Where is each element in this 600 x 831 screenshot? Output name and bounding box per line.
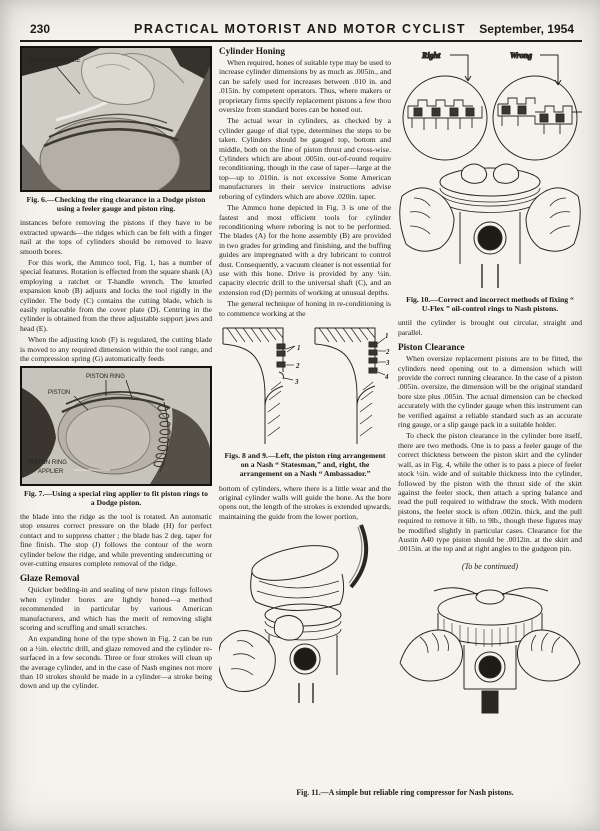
ring-applier-label-line2: APPLIER bbox=[38, 468, 64, 475]
paragraph: until the cylinder is brought out circular, straight and parallel. bbox=[398, 318, 582, 337]
paragraph: Quicker bedding-in and sealing of new piston rings follows when cylinder bores are lightly honed—a method recommended in particular by various American manufacturers, and which has the merit of removing slight scoring and scruffing and small scratches. bbox=[20, 585, 212, 632]
figure-11-left-drawing bbox=[219, 523, 391, 705]
paragraph: When required, hones of suitable type may be used to increase cylinder dimensions by as much as .005in., and can be safely used for increases between .010 in. and .015in. by competent operators. Thus, where makers or proprietary firms specify replacement pistons a few thou oversize from standard bores can be honed out. bbox=[219, 58, 391, 115]
fig9-ring-number-1: 1 bbox=[385, 331, 389, 340]
paragraph: An expanding hone of the type shown in Fig. 2 can be run on a ½in. electric drill, and glaze removed and the cylinder re-surfaced in a few seconds. Three or four strokes will clean up the average cylinder, and in the case of Nash engines not more than 10 strokes should be made in a cylinder—a stroke being down and up the cylinder. bbox=[20, 634, 212, 691]
piston-ring-label: PISTON RING bbox=[86, 373, 125, 380]
figure-10-drawing bbox=[398, 46, 582, 292]
paragraph: For this work, the Ammco tool, Fig. 1, has a number of special features. Rotation is effected from the square shank (A) employing a ratchet or T-handle wrench. The knurled expansion knob (B) adjusts and locks the tool rigidly in the cylinder. The body (C) contains the cutting blade, which is easily replaceable from the cover plate (D). Centring in the cylinder is obtained from the three adjustable support jaws and head (E). bbox=[20, 258, 212, 333]
fig9-ring-number-4: 4 bbox=[385, 372, 389, 381]
right-column bbox=[398, 46, 582, 715]
figure-10-caption: Fig. 10.—Correct and incorrect methods of fixing “ U-Flex ” oil-control rings to Nash pistons. bbox=[406, 295, 574, 314]
figure-7-caption: Fig. 7.—Using a special ring applier to fit piston rings to a Dodge piston. bbox=[24, 488, 208, 507]
page-number: 230 bbox=[30, 22, 51, 36]
issue-date: September, 1954 bbox=[479, 22, 574, 36]
paragraph: The actual wear in cylinders, as checked by a cylinder gauge of dial type, determines the steps to be taken. Cylinders should be gauged top, bottom and middle, both on the line of piston thrust and cross-wise. Cylinders which are about .005in. out-of-round require reconditioning, though in the case of taper—large at the top—up to .010in. is not excessive Some American manufacturers in their service instructions advise reboring of cylinders which are above .020in. taper. bbox=[219, 116, 391, 201]
right-label: Right bbox=[422, 51, 441, 60]
piston-label: PISTON bbox=[48, 389, 71, 396]
paragraph: The general technique of honing in re-conditioning is to commence working at the bbox=[219, 299, 391, 318]
magazine-title: PRACTICAL MOTORIST AND MOTOR CYCLIST bbox=[133, 22, 466, 36]
u-flex-ring-fixing-illustration bbox=[398, 46, 582, 292]
feeler-gauge-photo-illustration bbox=[22, 48, 210, 190]
paragraph: When the adjusting knob (F) is regulated, the cutting blade is moved to any required dimension within the tool range, and the compression spring (G) automatically feeds bbox=[20, 335, 212, 364]
fig9-ring-number-2: 2 bbox=[386, 347, 390, 356]
cylinder-honing-heading: Cylinder Honing bbox=[219, 46, 285, 56]
figures-8-9-caption: Figs. 8 and 9.—Left, the piston ring arrangement on a Nash “ Statesman,” and, right, the arrangement on a Nash “ Ambassador.” bbox=[224, 450, 386, 479]
paragraph: When oversize replacement pistons are to be fitted, the cylinders need opening out to a dimension which will provide the correct running clearance. In the case of a piston .005in. oversize, the dimension will be the original standard bore size plus .005in. The actual dimension can be checked accurately with the cylinder gauge when this instrument can be verified against a reliable standard such as an accurate ring gauge, or a slip gauge pack in a suitable holder. bbox=[398, 354, 582, 430]
glaze-removal-heading: Glaze Removal bbox=[20, 573, 80, 584]
figure-11-caption: Fig. 11.—A simple but reliable ring compressor for Nash pistons. bbox=[296, 788, 514, 797]
figure-6-caption: Fig. 6.—Checking the ring clearance in a Dodge piston using a feeler gauge and piston ring. bbox=[26, 195, 206, 214]
middle-column bbox=[219, 46, 391, 705]
figures-8-9-drawing bbox=[219, 320, 391, 448]
feeler-gauge-label: FEELER GAUGE bbox=[30, 57, 81, 64]
ring-compressor-held-illustration bbox=[398, 575, 582, 715]
paragraph: To check the piston clearance in the cylinder bore itself, there are two methods. One is to pass a feeler gauge of the correct thickness between the piston skirt and the cylinder wall, as in Fig. 4, while the other is to pass a piece of feeler stock ½in. wide and of suitable thickness into the cylinder, followed by the piston with the thrust side of the skirt against the feeler stock, then attach a spring balance and read the pull required to withdraw the stock. With modern pistons, the feeler stock is often .002in. thick, and the pull required to remove it 6lb. to 9lb., though these figures may be modified slightly in particular cases. Clearance for the Austin A40 type piston should be .0012in. at the skirt and .0015in. at the top and at right angles to the gudgeon pin. bbox=[398, 431, 582, 554]
fig9-ring-number-3: 3 bbox=[386, 358, 390, 367]
figure-6-photo bbox=[20, 46, 212, 192]
to-be-continued-note: (To be continued) bbox=[461, 561, 519, 571]
paragraph: instances before removing the pistons if they have to be extracted upwards—the ridges which can be felt with a finger nail at the tops of cylinders should be removed to leave smooth bores. bbox=[20, 218, 212, 256]
paragraph: the blade into the ridge as the tool is rotated. An automatic stop ensures correct pressure on the blade (H) for perfect contact and to suppress chatter ; the blade has 2 deg. taper for fine finish. The stop (J) follows the contour of the worn cylinder below the ridge, and while preventing undercutting or over-cutting ensures complete removal of the ridge. bbox=[20, 511, 212, 568]
piston-ring-section-diagrams bbox=[219, 320, 391, 448]
fig8-ring-number-2: 2 bbox=[296, 361, 300, 370]
ring-applier-photo-illustration bbox=[22, 368, 210, 484]
wrong-label: Wrong bbox=[510, 51, 533, 60]
header-rule bbox=[20, 40, 582, 42]
figure-11-right-drawing bbox=[398, 575, 582, 715]
fig8-ring-number-3: 3 bbox=[295, 377, 299, 386]
fig8-ring-number-1: 1 bbox=[297, 343, 301, 352]
figure-7-photo bbox=[20, 366, 212, 486]
piston-clearance-heading: Piston Clearance bbox=[398, 342, 465, 353]
ring-applier-label-line1: PISTON RING bbox=[28, 459, 67, 466]
ring-compressor-fitting-illustration bbox=[219, 523, 391, 705]
paragraph: bottom of cylinders, where there is a little wear and the original cylinder walls will guide the hone. As the bore opens out, the length of the strokes is extended upwards, maintaining the guide from the lower portion, bbox=[219, 483, 391, 521]
left-column bbox=[20, 46, 212, 693]
paragraph: The Ammco hone depicted in Fig. 3 is one of the fastest and most efficient tools for cylinder reconditioning where reboring is not to be performed. The blades (A) for the hone assembly (B) are provided in two grades for grinding and finishing, and the buffing guides are impregnated with a dry lubricant to control dust. Consequently, a vacuum cleaner is not essential for use with this hone. Drive is provided by any ¼in. capacity electric drill to the universal shaft (C), and an extension rod (D) permits of working at unusual depths. bbox=[219, 203, 392, 297]
